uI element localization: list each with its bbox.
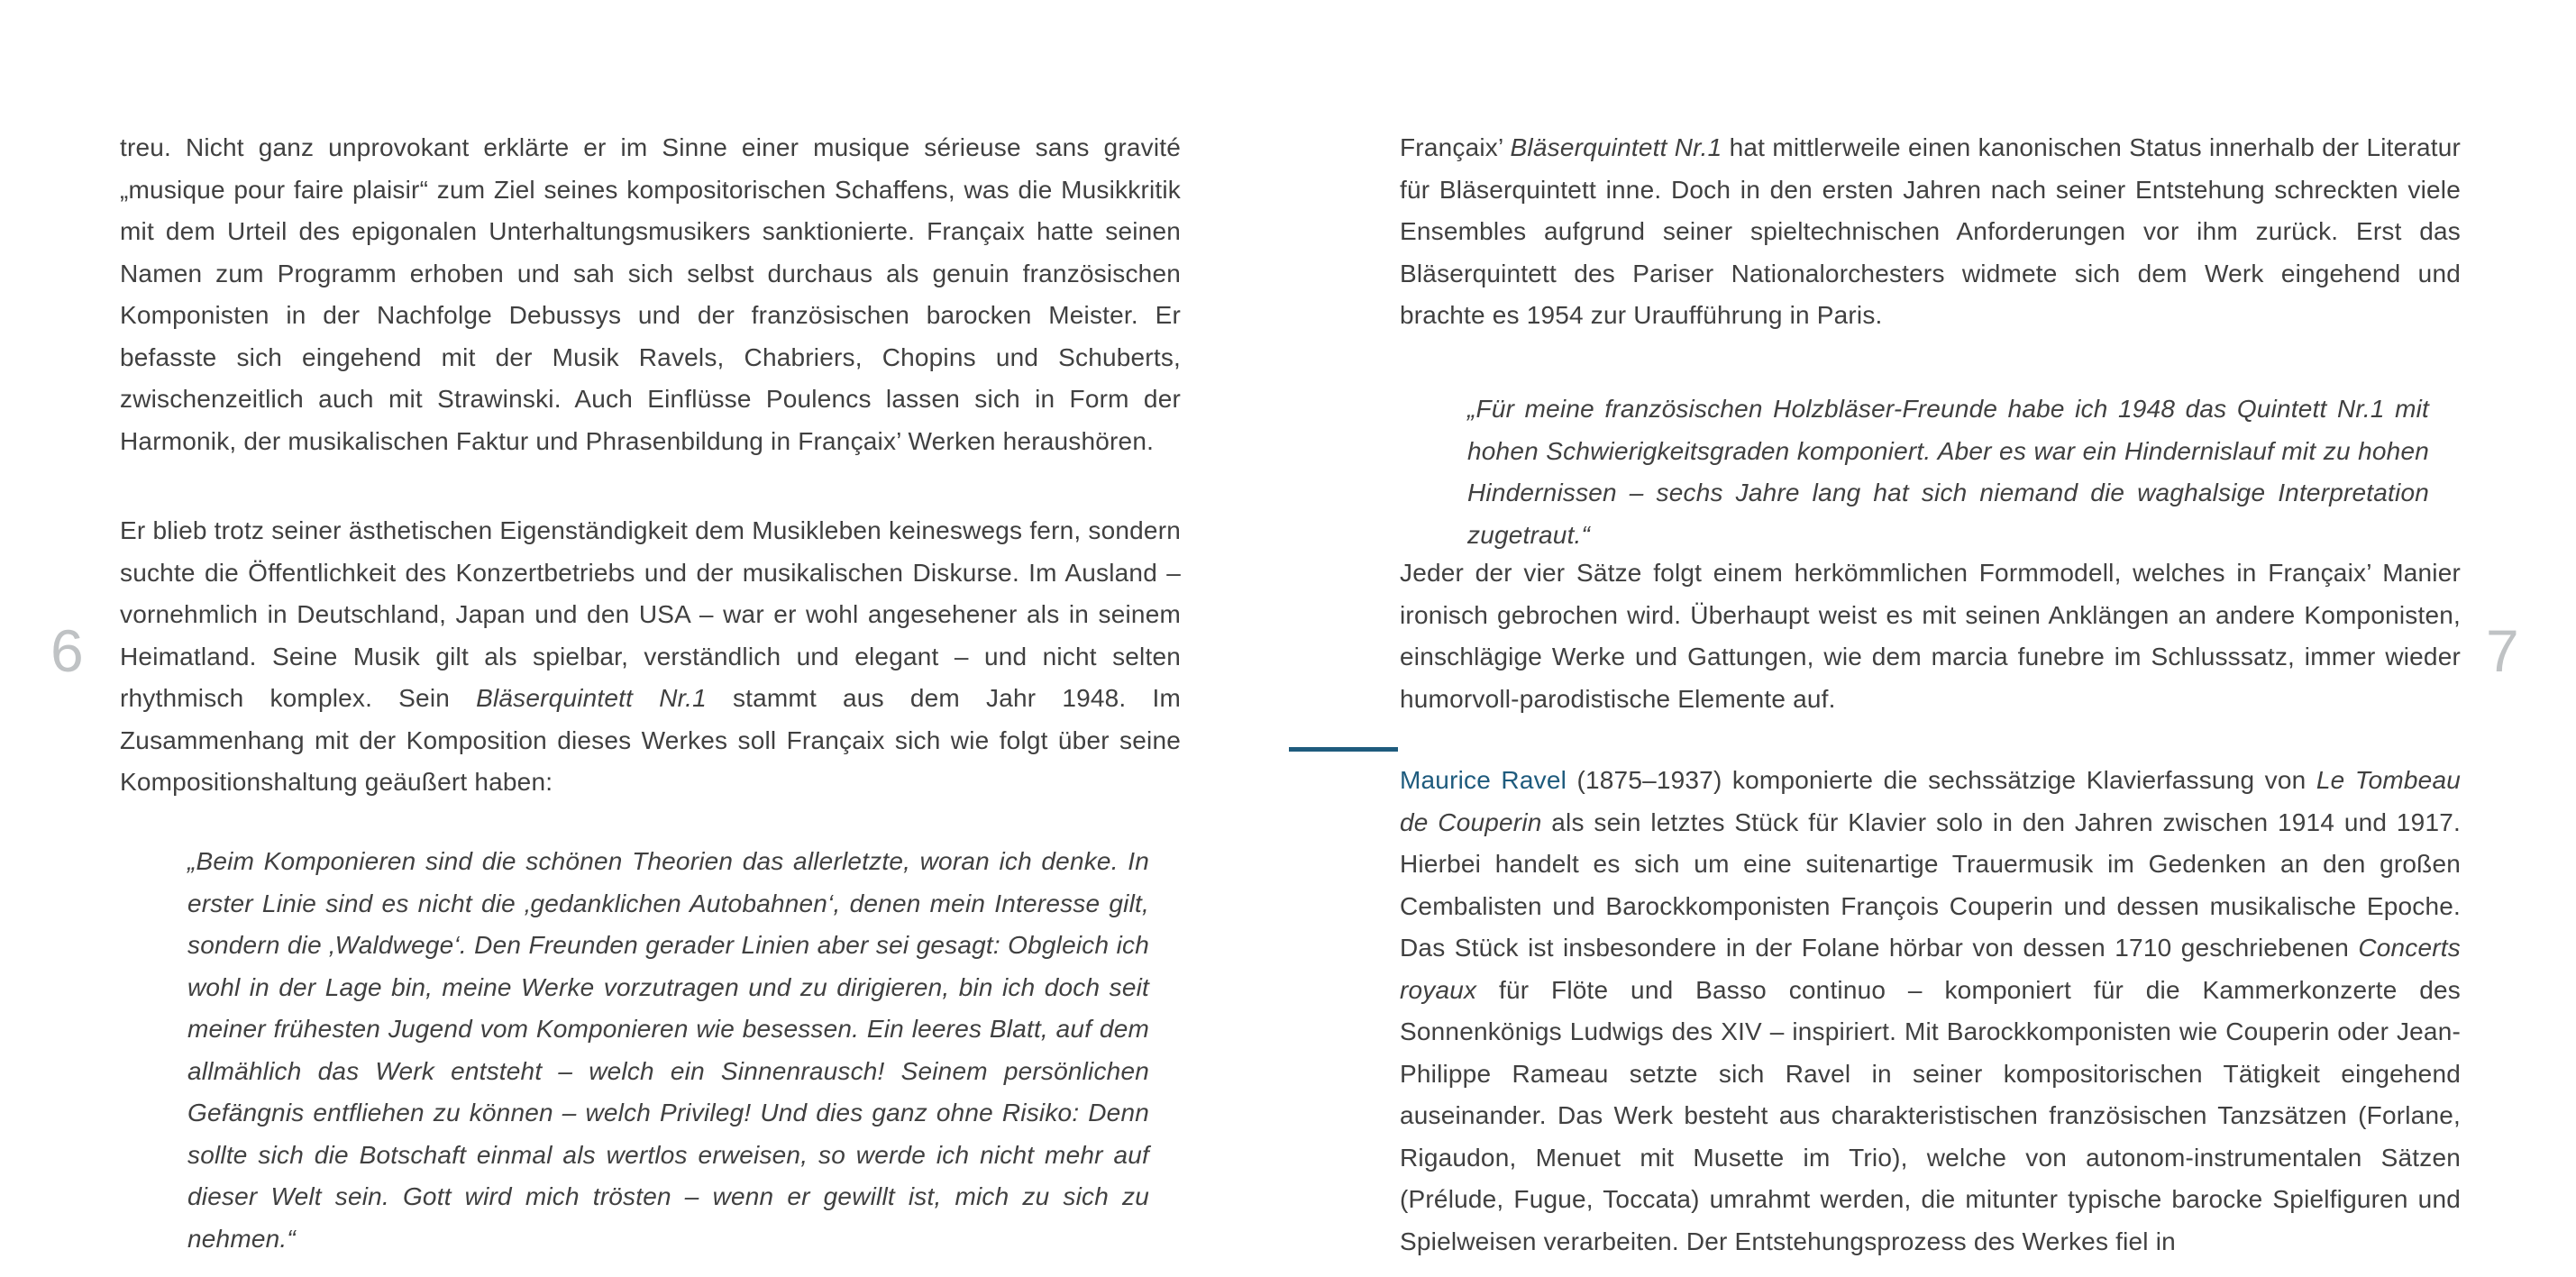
composer-name-maurice-ravel: Maurice Ravel bbox=[1400, 766, 1567, 794]
paragraph-text: hat mittlerweile einen kanonischen Status innerhalb der Literatur für Bläserquintett inne. Doch in den ersten Jahren nach seiner Entstehung schreckten viele Ensembles aufgrund seiner spieltechnischen Anforderungen vor ihm zurück. Erst das Bläserquintett des Pariser Nationalorchesters widmete sich dem Werk eingehend und brachte es 1954 zur Uraufführung in Paris. bbox=[1400, 133, 2462, 329]
work-title-blaeserquintett: Bläserquintett Nr.1 bbox=[476, 684, 707, 712]
left-paragraph-francaix-aesthetics bbox=[120, 127, 1181, 462]
quote-text: „Für meine französischen Holzbläser-Freunde habe ich 1948 das Quintett Nr.1 mit hohen Schwierigkeitsgraden komponiert. Aber es war ein Hindernislauf mit zu hohen Hindernissen – sechs Jahre lang hat sich niemand die waghalsige Interpretation zugetraut.“ bbox=[1467, 395, 2429, 549]
paragraph-text: als sein letztes Stück für Klavier solo in den Jahren zwischen 1914 und 1917. Hierbei handelt es sich um eine suitenartige Trauermusik im Gedenken an den großen Cembalisten und Barockkomponisten François Couperin und dessen musikalische Epoche. Das Stück ist insbesondere in der Folane hörbar von dessen 1710 geschriebenen bbox=[1400, 807, 2461, 962]
left-paragraph-francaix-public bbox=[120, 510, 1181, 804]
section-divider-line bbox=[1289, 747, 1398, 752]
right-paragraph-movements bbox=[1400, 552, 2461, 720]
paragraph-text: Er blieb trotz seiner ästhetischen Eigenständigkeit dem Musikleben keineswegs fern, sondern suchte die Öffentlichkeit des Konzertbetriebs und der musikalischen Diskurse. Im Ausland – vornehmlich in Deutschland, Japan und den USA – war er wohl angesehener als in seinem Heimatland. Seine Musik gilt als spielbar, verständlich und elegant – und nicht selten rhythmisch komplex. Sein bbox=[120, 516, 1181, 712]
paragraph-text: (1875–1937) komponierte die sechssätzige Klavierfassung von bbox=[1567, 766, 2316, 794]
right-paragraph-ravel bbox=[1400, 760, 2461, 1263]
paragraph-text: Françaix’ bbox=[1400, 133, 1511, 161]
right-blockquote-francaix-quintet bbox=[1400, 388, 2461, 556]
paragraph-text: stammt aus dem Jahr 1948. Im Zusammenhang mit der Komposition dieses Werkes soll Françaix sich wie folgt über seine Kompositionshaltung geäußert haben: bbox=[120, 684, 1182, 796]
booklet-page-right bbox=[1400, 0, 2461, 1277]
paragraph-text: treu. Nicht ganz unprovokant erklärte er im Sinne einer musique sérieuse sans gravité „musique pour faire plaisir“ zum Ziel seines kompositorischen Schaffens, was die Musikkritik mit dem Urteil des epigonalen Unterhaltungsmusikers sanktionierte. Françaix hatte seinen Namen zum Programm erhoben und sah sich selbst durchaus als genuin französischen Komponisten in der Nachfolge Debussys und der französischen barocken Meister. Er befasste sich eingehend mit der Musik Ravels, Chabriers, Chopins und Schuberts, zwischenzeitlich auch mit Strawinski. Auch Einflüsse Poulencs lassen sich in Form der Harmonik, der musikalischen Faktur und Phrasenbildung in Françaix’ Werken heraushören. bbox=[120, 133, 1181, 455]
work-title-le-tombeau-de-couperin: Le Tombeau de Couperin bbox=[1400, 766, 2461, 836]
paragraph-text: für Flöte und Basso continuo – komponiert für die Kammerkonzerte des Sonnenkönigs Ludwigs des XIV – inspiriert. Mit Barockkomponisten wie Couperin oder Jean-Philippe Rameau setzte sich Ravel in seiner kompositorischen Tätigkeit eingehend auseinander. Das Werk besteht aus charakteristischen französischen Tanzsätzen (Forlane, Rigaudon, Menuet mit Musette im Trio), welche von autonom-instrumentalen Sätzen (Prélude, Fugue, Toccata) umrahmt werden, die mitunter typische barocke Spielfiguren und Spielweisen verarbeiten. Der Entstehungsprozess des Werkes fiel in bbox=[1400, 975, 2461, 1255]
right-paragraph-quintet-status bbox=[1400, 127, 2461, 337]
work-title-concerts-royaux: Concerts royaux bbox=[1400, 934, 2461, 1004]
booklet-page-left bbox=[120, 0, 1181, 1277]
page-number-right: 7 bbox=[2486, 617, 2519, 684]
left-blockquote-francaix-composing bbox=[120, 841, 1181, 1260]
quote-text: „Beim Komponieren sind die schönen Theorien das allerletzte, woran ich denke. In erster Linie sind es nicht die ‚gedanklichen Autobahnen‘, denen mein Interesse gilt, sondern die ‚Waldwege‘. Den Freunden gerader Linien aber sei gesagt: Obgleich ich wohl in der Lage bin, meine Werke vorzutragen und zu dirigieren, bin ich doch seit meiner frühesten Jugend vom Komponieren wie besessen. Ein leeres Blatt, auf dem allmählich das Werk entsteht – welch ein Sinnenrausch! Seinem persönlichen Gefängnis entfliehen zu können – welch Privileg! Und dies ganz ohne Risiko: Denn sollte sich die Botschaft einmal als wertlos erweisen, so werde ich nicht mehr auf dieser Welt sein. Gott wird mich trösten – wenn er gewillt ist, mich zu sich zu nehmen.“ bbox=[187, 847, 1149, 1253]
page-number-left: 6 bbox=[50, 617, 84, 684]
paragraph-text: Jeder der vier Sätze folgt einem herkömmlichen Formmodell, welches in Françaix’ Manier ironisch gebrochen wird. Überhaupt weist es mit seinen Anklängen an andere Komponisten, einschlägige Werke und Gattungen, wie dem marcia funebre im Schlusssatz, immer wieder humorvoll-parodistische Elemente auf. bbox=[1400, 559, 2461, 713]
work-title-blaeserquintett: Bläserquintett Nr.1 bbox=[1510, 133, 1722, 161]
